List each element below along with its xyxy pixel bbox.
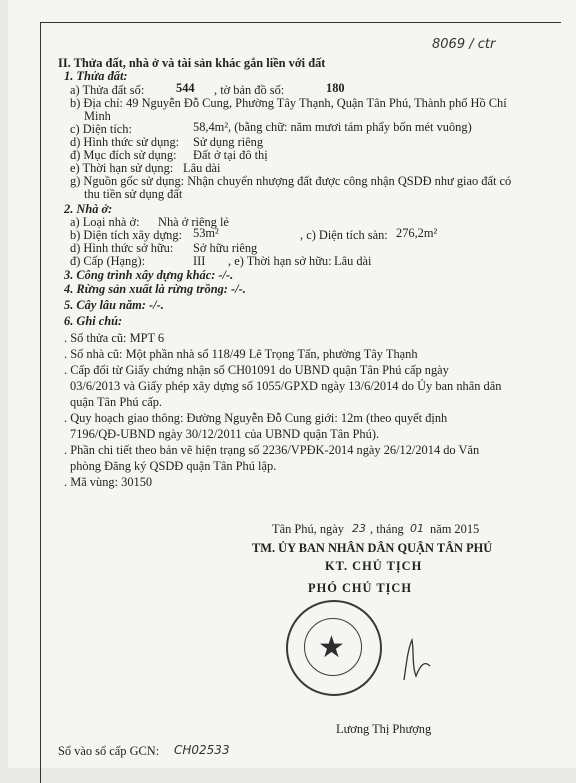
- map-sheet-value: 180: [326, 81, 345, 95]
- notes-heading: 6. Ghi chú:: [64, 314, 123, 328]
- perennial-trees: 5. Cây lâu năm: -/-.: [64, 298, 164, 312]
- section-title: II. Thửa đất, nhà ở và tài sản khác gắn liền với đất: [58, 56, 326, 70]
- note-old-parcel: . Số thửa cũ: MPT 6: [64, 331, 165, 345]
- issuing-authority: TM. ỦY BAN NHÂN DÂN QUẬN TÂN PHÚ: [252, 541, 493, 555]
- usage-origin-line-1: g) Nguồn gốc sử dụng: Nhận chuyển nhượng đất được công nhận QSDĐ như giao đất có: [70, 174, 512, 188]
- parcel-number-label: a) Thửa đất số:: [70, 83, 145, 97]
- usage-purpose-value: Đất ở tại đô thị: [193, 148, 268, 162]
- ownership-form-value: Sở hữu riêng: [193, 241, 258, 255]
- usage-form-value: Sử dụng riêng: [193, 135, 264, 149]
- usage-term-value: Lâu dài: [183, 161, 221, 175]
- signatory-title: PHÓ CHỦ TỊCH: [308, 581, 413, 595]
- floor-area-value: 276,2m²: [396, 226, 438, 240]
- note-drawing-line-1: . Phần chi tiết theo bản vẽ hiện trạng số 2236/VPĐK-2014 ngày 26/12/2014 do Văn: [64, 443, 480, 457]
- handwritten-signature: [396, 636, 436, 686]
- date-prefix: Tân Phú, ngày: [272, 522, 344, 536]
- usage-purpose-label: đ) Mục đích sử dụng:: [70, 148, 177, 162]
- usage-origin-line-2: thu tiền sử dụng đất: [84, 187, 183, 201]
- official-seal: [286, 600, 382, 696]
- ownership-term-label: , e) Thời hạn sở hữu:: [228, 254, 332, 268]
- handwritten-margin-note: 8069 / ctr: [432, 37, 496, 52]
- land-heading: 1. Thửa đất:: [64, 69, 128, 83]
- address-line-1: b) Địa chỉ: 49 Nguyễn Đỗ Cung, Phường Tây Thạnh, Quận Tân Phú, Thành phố Hồ Chí: [70, 96, 507, 110]
- signatory-kt: KT. CHỦ TỊCH: [325, 559, 423, 573]
- note-area-code: . Mã vùng: 30150: [64, 475, 153, 489]
- production-forest: 4. Rừng sản xuất là rừng trồng: -/-.: [64, 282, 246, 296]
- date-year: năm 2015: [430, 522, 480, 536]
- area-value: 58,4m², (bằng chữ: năm mươi tám phẩy bốn mét vuông): [193, 120, 472, 134]
- ownership-form-label: d) Hình thức sở hữu:: [70, 241, 174, 255]
- house-heading: 2. Nhà ở:: [64, 202, 113, 216]
- ownership-term-value: Lâu dài: [334, 254, 372, 268]
- note-reissue-line-2: 03/6/2013 và Giấy phép xây dựng số 1055/GPXD ngày 13/6/2014 do Ủy ban nhân dân: [70, 379, 502, 393]
- house-grade-value: III: [193, 254, 206, 268]
- date-month: 01: [410, 522, 424, 535]
- construction-area-label: b) Diện tích xây dựng:: [70, 228, 183, 242]
- parcel-number-value: 544: [176, 81, 195, 95]
- other-construction: 3. Công trình xây dựng khác: -/-.: [64, 268, 234, 282]
- usage-form-label: d) Hình thức sử dụng:: [70, 135, 180, 149]
- note-old-house-number: . Số nhà cũ: Một phần nhà số 118/49 Lê Trọng Tấn, phường Tây Thạnh: [64, 347, 418, 361]
- note-reissue-line-3: quận Tân Phú cấp.: [70, 395, 162, 409]
- note-drawing-line-2: phòng Đăng ký QSDĐ quận Tân Phú lập.: [70, 459, 277, 473]
- address-line-2: Minh: [84, 109, 111, 123]
- floor-area-label: , c) Diện tích sàn:: [300, 228, 388, 242]
- area-label: c) Diện tích:: [70, 122, 132, 136]
- usage-term-label: e) Thời hạn sử dụng:: [70, 161, 174, 175]
- house-grade-label: đ) Cấp (Hạng):: [70, 254, 146, 268]
- date-day: 23: [352, 522, 366, 535]
- note-road-planning-line-1: . Quy hoạch giao thông: Đường Nguyễn Đỗ Cung giới: 12m (theo quyết định: [64, 411, 448, 425]
- signatory-name: Lương Thị Phượng: [336, 722, 432, 736]
- note-reissue-line-1: . Cấp đổi từ Giấy chứng nhận số CH01091 do UBND quận Tân Phú cấp ngày: [64, 363, 449, 377]
- date-month-label: , tháng: [370, 522, 404, 536]
- house-type-value: Nhà ở riêng lẻ: [158, 215, 229, 229]
- registry-number-value: CH02533: [174, 743, 230, 757]
- star-emblem-icon: ★: [318, 631, 345, 664]
- construction-area-value: 53m²: [193, 226, 219, 240]
- registry-number-label: Số vào sổ cấp GCN:: [58, 744, 160, 758]
- map-sheet-label: , tờ bản đồ số:: [214, 83, 285, 97]
- note-road-planning-line-2: 7196/QĐ-UBND ngày 30/12/2011 của UBND quận Tân Phú).: [70, 427, 380, 441]
- house-type-label: a) Loại nhà ở:: [70, 215, 140, 229]
